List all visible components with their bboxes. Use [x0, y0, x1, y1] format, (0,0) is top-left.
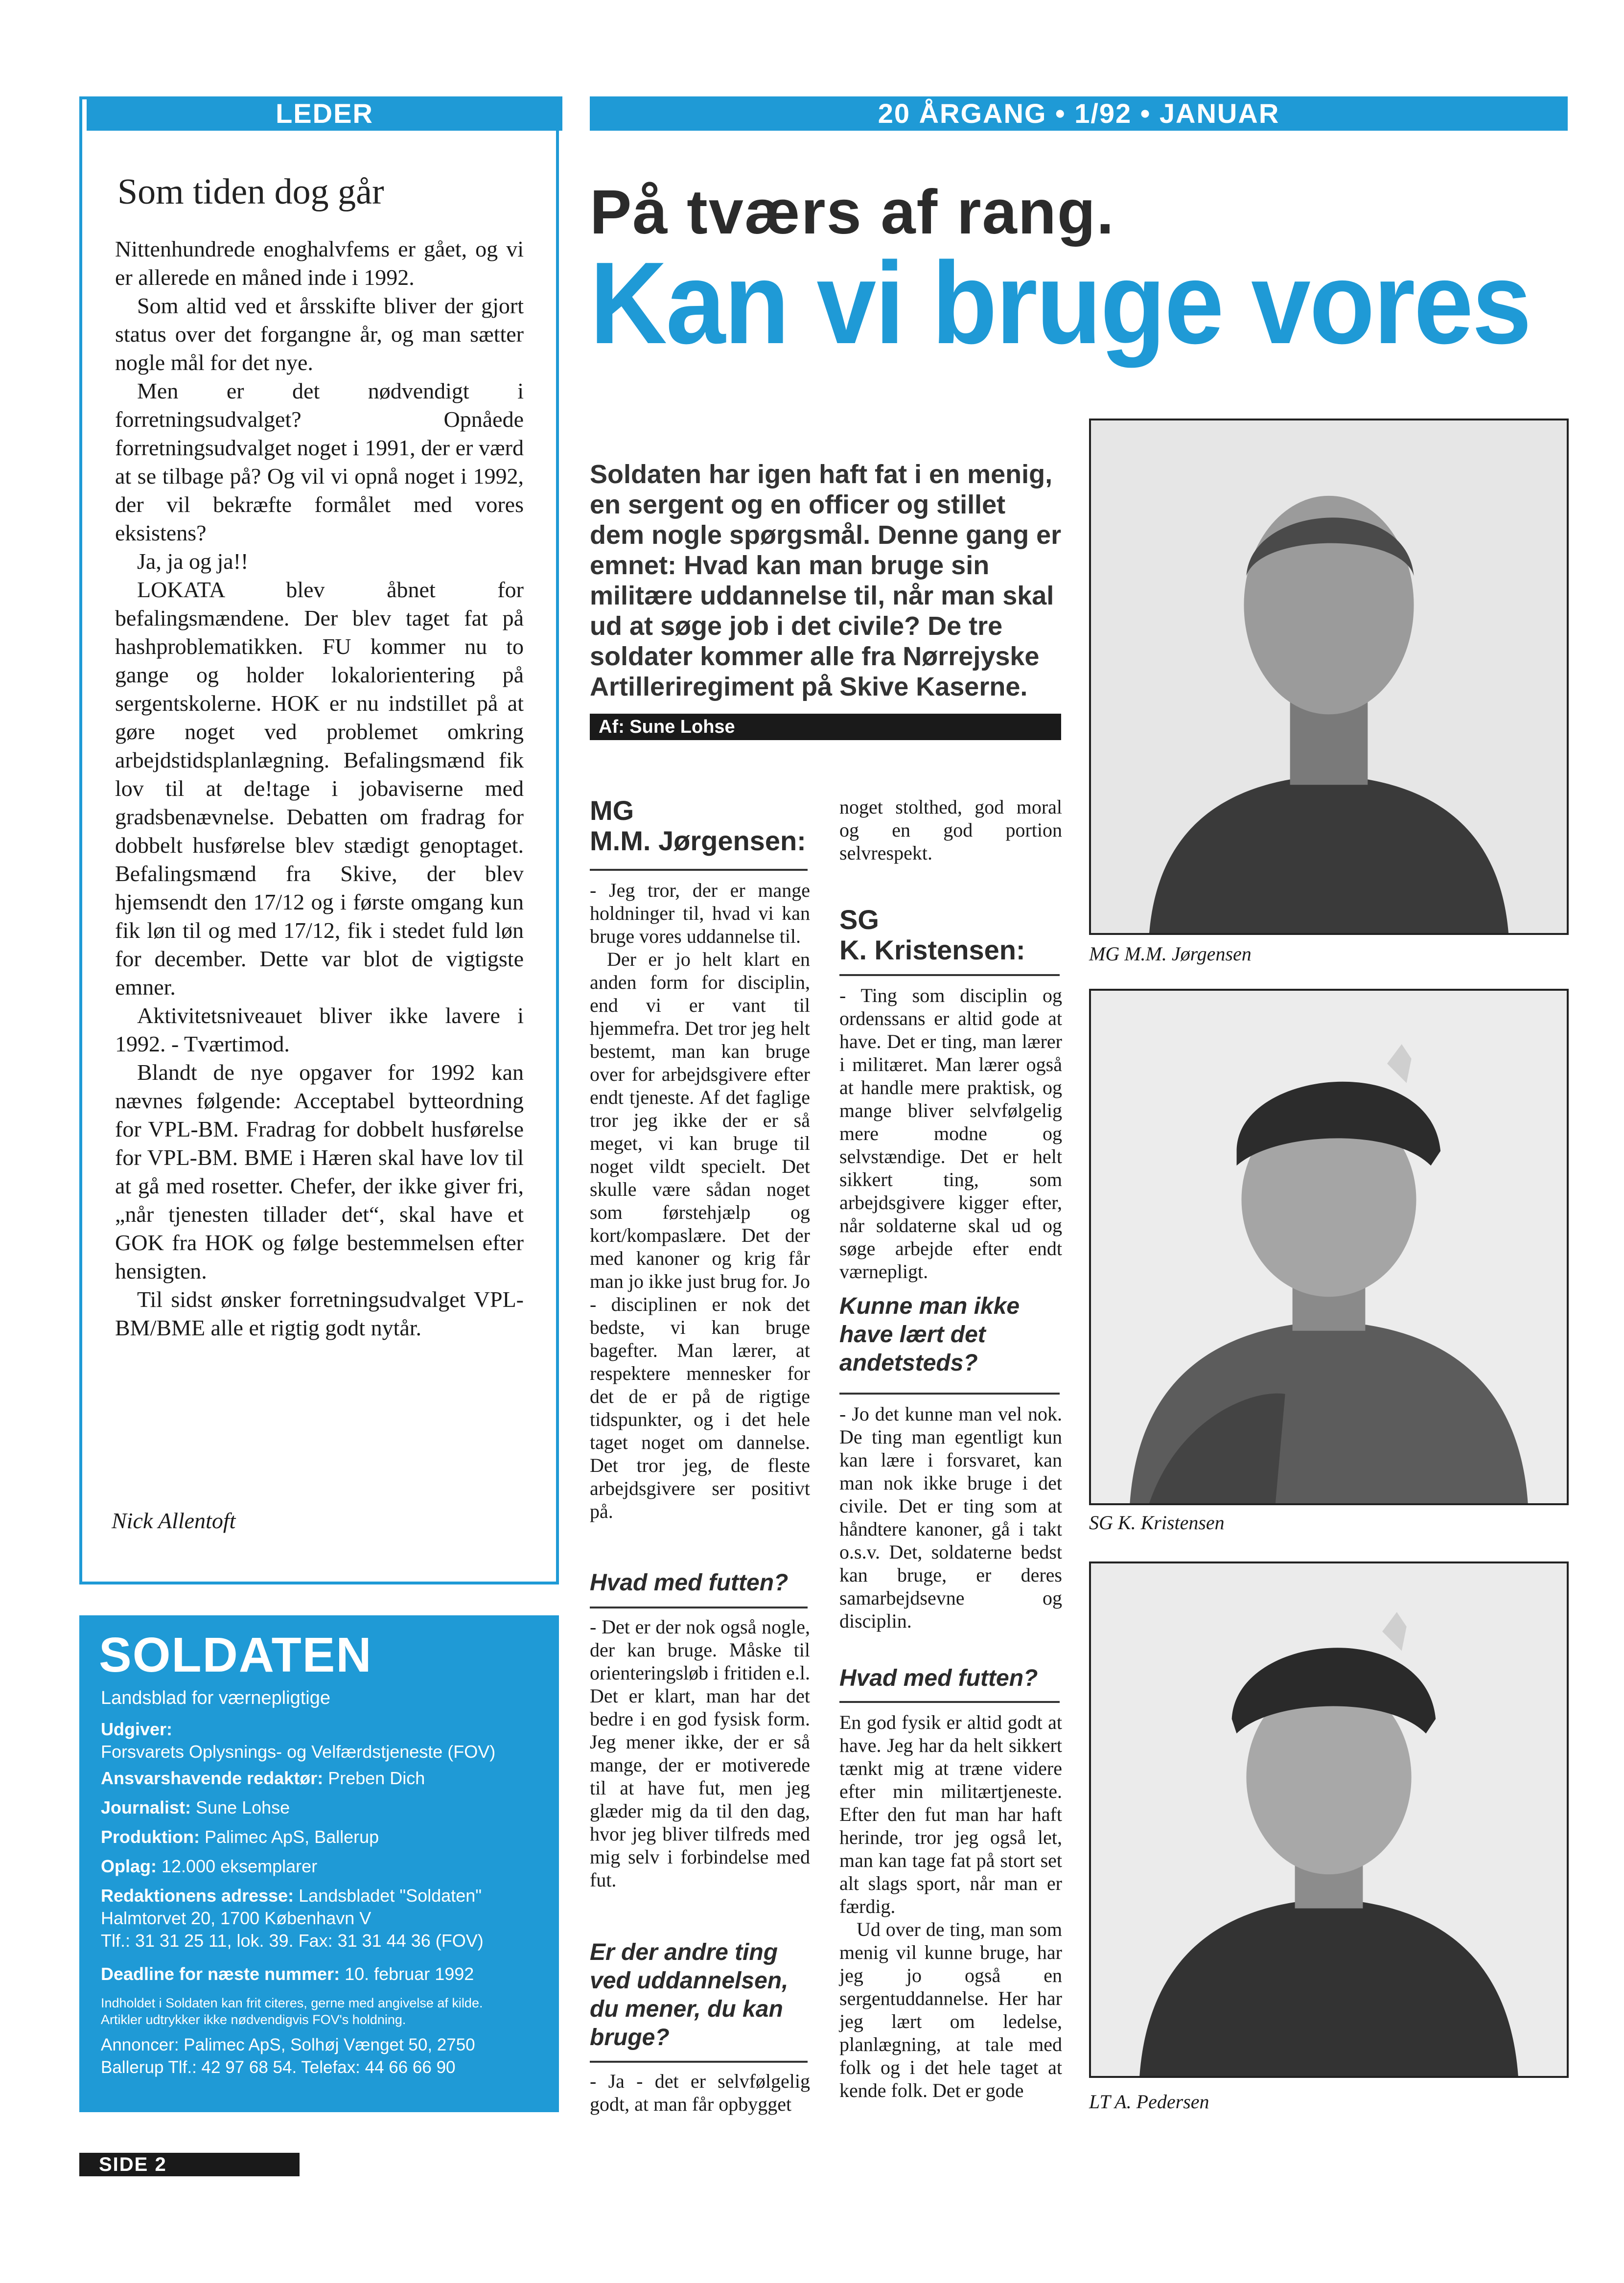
leader-text [115, 235, 524, 1342]
leader-paragraph: Ja, ja og ja!! [137, 549, 249, 574]
masthead-box [79, 1615, 559, 2112]
sg-answer-futten: En god fysik er altid godt at have. Jeg har da helt sikkert tænkt mig at træne videre efter min militærtjeneste. Efter den fut man har haft herinde, tror jeg også let, man kan tage fat på stort set alt slags sport, når man er færdig. Ud over de ting, man som menig vil kunne bruge, har jeg jo også en sergentuddannelse. Her har jeg lært om ledelse, planlægning, at tale med folk og i det hele taget at kende folk. Det er gode [839, 1711, 1062, 2101]
question-futten: Hvad med futten? [590, 1570, 789, 1596]
portrait-lt-image [1091, 1563, 1567, 2076]
caption-sg: SG K. Kristensen [1089, 1512, 1225, 1534]
leader-paragraph: Som altid ved et årsskifte bliver der gjort status over det forgangne år, og man sætter nogle mål for det nye. [115, 293, 524, 375]
leader-paragraph: Blandt de nye opgaver for 1992 kan nævnes følgende: Acceptabel bytteordning for VPL-BM. Fradrag for dobbelt husførelse for VPL-BM. BME i Hæren skal have lov til at gå med rosetter. Chefer, der ikke giver fri, „når tjenesten tillader det“, skal have et GOK fra HOK og følge bestemmelsen efter hensigten. [115, 1060, 524, 1283]
question-andre: Er der andre ting ved uddannelsen, du mener, du kan bruge? [590, 1939, 789, 2050]
divider [590, 1607, 808, 1608]
leder-bar: LEDER [87, 96, 562, 131]
leader-title: Som tiden dog går [117, 172, 384, 212]
sg-answer-andetsteds: - Jo det kunne man vel nok. De ting man egentligt kun kan lære i forsvaret, kan man nok ikke bruge i det civile. Det er ting som at håndtere kanoner, gå i takt o.s.v. Det, soldaterne bedst kan bruge, er deres samarbejdsevne og disciplin. [839, 1403, 1062, 1632]
masthead-address: Redaktionens adresse: Landsbladet "Soldaten" Halmtorvet 20, 1700 København V Tlf.: 31 31 25 11, lok. 39. Fax: 31 31 44 36 (FOV) [101, 1886, 484, 1951]
caption-mg: MG M.M. Jørgensen [1089, 943, 1252, 965]
divider [590, 2061, 808, 2063]
divider [839, 1701, 1060, 1703]
leader-paragraph: Men er det nødvendigt i forretningsudvalget? Opnåede forretningsudvalget noget i 1991, der er værd at se tilbage på? Og vil vi opnå noget i 1992, der vil bekræfte formålet med vores eksistens? [115, 378, 524, 545]
mg-answer-1: - Jeg tror, der er mange holdninger til, hvad vi kan bruge vores uddannelse til. Der er jo helt klart en anden form for disciplin, end vi er vant til hjemmefra. Det tror jeg helt bestemt, man kan bruge over for arbejdsgivere efter endt tjeneste. Af det faglige tror jeg ikke der er så meget, vi kan bruge til noget vildt specielt. Det skulle være sådan noget som førstehjælp og kort/kompaslære. Det der med kanoner og krig får man jo ikke just brug for. Jo - disciplinen er nok det bedste, vi kan bruge bagefter. Man lærer, at respektere mennesker for det de er på de rigtige tidspunkter, og i det hele taget noget om dannelse. Det tror jeg, de fleste arbejdsgivere ser positivt på. [590, 879, 810, 1522]
question-andetsteds: Kunne man ikke have lært det andetsteds? [839, 1293, 1020, 1376]
divider [590, 869, 808, 871]
portrait-photo-lt [1089, 1561, 1569, 2078]
article-lead: Soldaten har igen haft fat i en menig, en sergent og en officer og stillet dem nogle spørgsmål. Denne gang er emnet: Hvad kan man bruge sin militære uddannelse til, når man skal ud at søge job i det civile? De tre soldater kommer alle fra Nørrejyske Artilleriregiment på Skive Kaserne. [590, 460, 1062, 701]
portrait-mg-image [1091, 420, 1567, 933]
masthead-editor: Ansvarshavende redaktør: Preben Dich [101, 1768, 425, 1788]
leader-paragraph: Til sidst ønsker forretningsudvalget VPL-BM/BME alle et rigtig godt nytår. [115, 1287, 524, 1340]
question-futten-2: Hvad med futten? [839, 1665, 1038, 1691]
mg-answer-futten: - Det er der nok også nogle, der kan bruge. Måske til orienteringsløb i fritiden e.l. Det er klart, man har det bedre i en god fysisk form. Jeg mener ikke, der er så mange, der er motiverede til at have fut, men jeg glæder mig da til den dag, hvor jeg bliver tilfreds med mig selv i forbindelse med fut. [590, 1616, 810, 1891]
article-kicker: På tværs af rang. [590, 177, 1115, 247]
sg-answer-1: - Ting som disciplin og ordenssans er altid gode at have. Det er ting, man lærer i militæret. Man lærer også at handle mere praktisk, og mange bliver selvfølgelig mere modne og selvstændige. Det er helt sikkert ting, som arbejdsgivere kigger efter, når soldaterne skal ud og søge arbejde efter endt værnepligt. [839, 984, 1062, 1282]
masthead-note: Indholdet i Soldaten kan frit citeres, gerne med angivelse af kilde. Artikler udtrykker ikke nødvendigvis FOV's holdning. [101, 1996, 483, 2027]
caption-lt: LT A. Pedersen [1089, 2091, 1209, 2113]
article-byline: Af: Sune Lohse [590, 714, 1061, 740]
mg-answer-continued: noget stolthed, god moral og en god portion selvrespekt. [839, 796, 1062, 864]
portrait-sg-image [1091, 991, 1567, 1503]
masthead-title: SOLDATEN [99, 1628, 372, 1682]
leader-paragraph: Aktivitetsniveauet bliver ikke lavere i 1992. - Tværtimod. [115, 1003, 524, 1056]
leader-paragraph: Nittenhundrede enoghalvfems er gået, og vi er allerede en måned inde i 1992. [115, 236, 524, 290]
leader-paragraph: LOKATA blev åbnet for befalingsmændene. Der blev taget fat på hashproblematikken. FU kommer nu to gange og holder lokalorientering på sergentskolerne. HOK er nu indstillet på at gøre noget ved problemet omkring arbejdstidsplanlægning. Befalingsmænd fik lov til at de!tage i jobaviserne med gradsbenævnelse. Debatten om fradrag for dobbelt husførelse blev stædigt genoptaget. Befalingsmænd fra Skive, der blev hjemsendt den 17/12 og i første omgang kun fik løn til og med 17/12, fik i stedet fuld løn for december. Dette var blot de vigtigste emner. [115, 577, 524, 1000]
masthead-publisher: Udgiver: Forsvarets Oplysnings- og Velfærdstjeneste (FOV) [101, 1719, 496, 1762]
masthead-deadline: Deadline for næste nummer: 10. februar 1992 [101, 1964, 474, 1984]
leader-signature: Nick Allentoft [112, 1508, 236, 1533]
masthead-journalist: Journalist: Sune Lohse [101, 1797, 290, 1817]
portrait-photo-sg [1089, 989, 1569, 1505]
article-headline: Kan vi bruge vores [590, 238, 1531, 368]
divider [839, 974, 1060, 976]
issue-bar: 20 ÅRGANG • 1/92 • JANUAR [590, 96, 1568, 131]
masthead-subtitle: Landsblad for værnepligtige [101, 1688, 330, 1708]
sg-heading: SG K. Kristensen: [839, 904, 1025, 965]
divider [839, 1393, 1060, 1395]
mg-heading: MG M.M. Jørgensen: [590, 795, 806, 856]
masthead-ads: Annoncer: Palimec ApS, Solhøj Vænget 50, 2750 Ballerup Tlf.: 42 97 68 54. Telefax: 44 66 66 90 [101, 2035, 475, 2077]
page-number-bar: SIDE 2 [79, 2153, 300, 2176]
mg-answer-andre: - Ja - det er selvfølgelig godt, at man får opbygget [590, 2070, 810, 2115]
masthead-circulation: Oplag: 12.000 eksemplarer [101, 1856, 318, 1876]
portrait-photo-mg [1089, 419, 1569, 935]
masthead-production: Produktion: Palimec ApS, Ballerup [101, 1827, 379, 1847]
